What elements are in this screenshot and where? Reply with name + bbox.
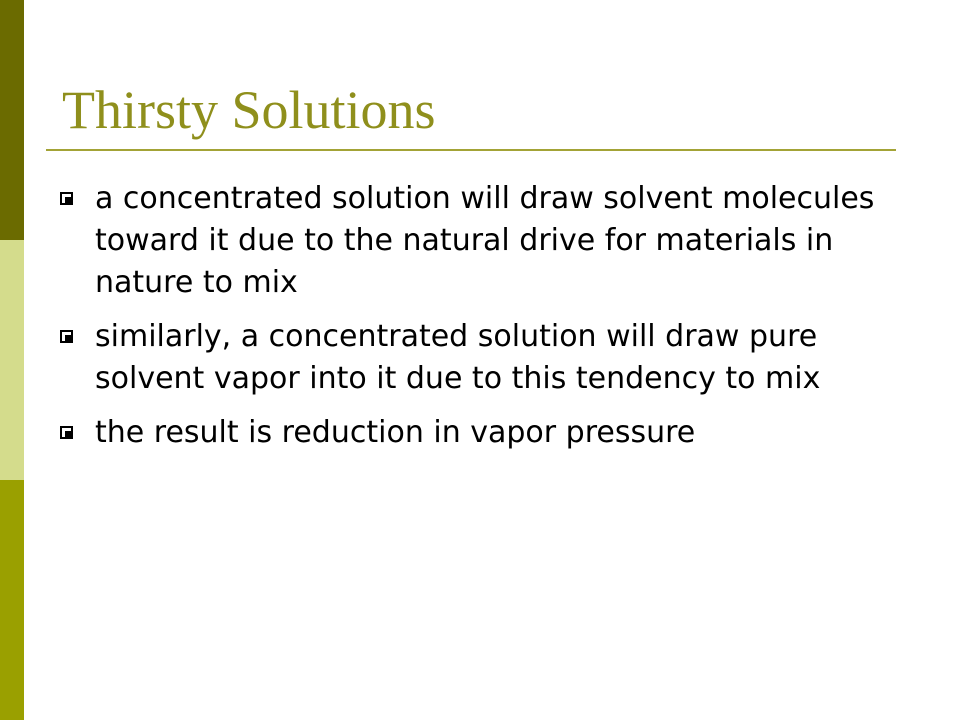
bullet-text: a concentrated solution will draw solvent molecules toward it due to the natural drive for materials in nature to mix [95, 181, 875, 300]
bullet-list [60, 178, 910, 466]
side-bar-middle-segment [0, 240, 24, 480]
bullet-item [60, 316, 910, 400]
square-bullet-icon [60, 192, 73, 205]
title-underline [46, 149, 896, 151]
square-bullet-icon [60, 330, 73, 343]
square-bullet-icon [60, 426, 73, 439]
bullet-item [60, 178, 910, 304]
bullet-item [60, 412, 910, 454]
side-accent-bar [0, 0, 24, 720]
side-bar-bottom-segment [0, 480, 24, 720]
side-bar-top-segment [0, 0, 24, 240]
bullet-text: similarly, a concentrated solution will draw pure solvent vapor into it due to this tendency to mix [95, 319, 821, 396]
slide-title: Thirsty Solutions [62, 80, 436, 140]
bullet-text: the result is reduction in vapor pressure [95, 415, 696, 450]
